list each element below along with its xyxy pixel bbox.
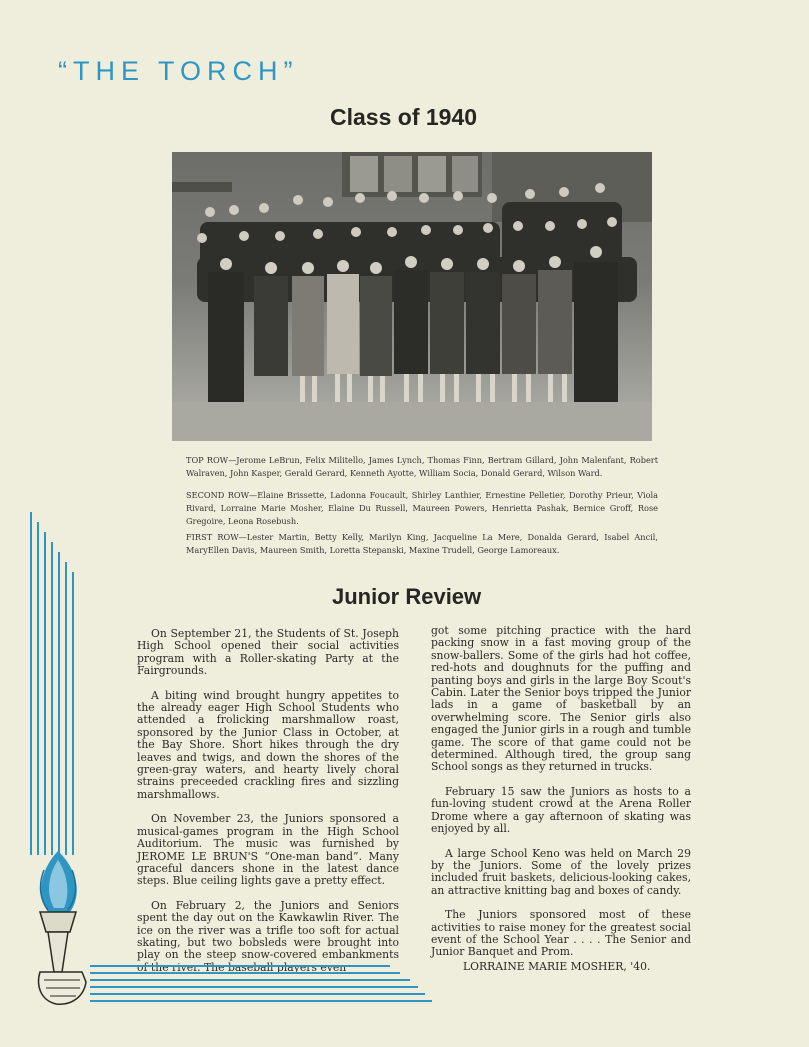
article-paragraph: February 15 saw the Juniors as hosts to a fun-loving student crowd at the Arena Roller Drome where a gay afternoon of skating was enjoyed by all. — [431, 784, 691, 836]
article-paragraph: The Juniors sponsored most of these activities to raise money for the greatest social event of the School Year . . . . The Senior and Junior Banquet and Prom. — [431, 908, 691, 959]
caption-top-row: TOP ROW—Jerome LeBrun, Felix Militello, James Lynch, Thomas Finn, Bertram Gillard, John Malenfant, Robert Walraven, John Kasper, Gerald Gerard, Kenneth Ayotte, William Socia, Donald Gerard, Wilson Ward. — [186, 455, 658, 478]
article-paragraph: A large School Keno was held on March 29 by the Juniors. Some of the lovely prizes included fruit baskets, delicious-looking cakes, an attractive knitting bag and boxes of candy. — [431, 846, 691, 897]
torch-icon — [39, 851, 86, 1004]
caption-first-row: FIRST ROW—Lester Martin, Betty Kelly, Marilyn King, Jacqueline La Mere, Donalda Gerard, Isabel Ancil, MaryEllen Davis, Maureen Smith, Loretta Stepanski, Maxine Trudell, George Lamoreaux. — [186, 532, 658, 555]
caption-second-row: SECOND ROW—Elaine Brissette, Ladonna Foucault, Shirley Lanthier, Ernestine Pelletier, Dorothy Prieur, Viola Rivard, Lorraine Marie Mosher, Elaine Du Russell, Maureen Powers, Henrietta Pashak, Bernice Groff, Rose Gregoire, Leona Rosebush. — [186, 490, 658, 526]
author-signature: LORRAINE MARIE MOSHER, '40. — [463, 959, 651, 973]
vertical-lines-decoration — [31, 512, 73, 855]
horizontal-lines-decoration — [90, 966, 432, 1001]
article-paragraph: A biting wind brought hungry appetites to the already eager High School Students who attended a frolicking marshmallow roast, sponsored by the Junior Class in October, at the Bay Shore. Short hikes through the dry leaves and twigs, and down the shores of the green-gray waters, and hearty lively choral strains preceeded crackling fires and sizzling marshmallows. — [137, 688, 399, 801]
article-paragraph: On September 21, the Students of St. Joseph High School opened their social activities program with a Roller-skating Party at the Fairgrounds. — [137, 627, 399, 678]
article-paragraph: On February 2, the Juniors and Seniors spent the day out on the Kawkawlin River. The ice on the river was a trifle too soft for actual skating, but two bobsleds were brought into play on the steep snow-covered embankments of the river. The baseball players even — [137, 898, 399, 974]
article-paragraph: On November 23, the Juniors sponsored a musical-games program in the High School Auditorium. The music was furnished by JEROME LE BRUN'S “One-man band”. Many graceful dancers shone in the latest dance steps. Blue ceiling lights gave a pretty effect. — [137, 812, 399, 888]
header-title: “THE TORCH” — [58, 56, 299, 86]
class-title: Class of 1940 — [330, 104, 478, 130]
article-paragraph: got some pitching practice with the hard packing snow in a fast moving group of the snow-ballers. Some of the girls had hot coffee, red-hots and doughnuts for the puffing and panting boys and girls in the large Boy Scout's Cabin. Later the Senior boys tripped the Junior lads in a game of basketball by an overwhelming score. The Senior girls also engaged the Junior girls in a rough and tumble game. The score of that game could not be determined. Although tired, the group sang School songs as they returned in trucks. — [431, 624, 691, 774]
junior-review-title: Junior Review — [332, 584, 482, 609]
